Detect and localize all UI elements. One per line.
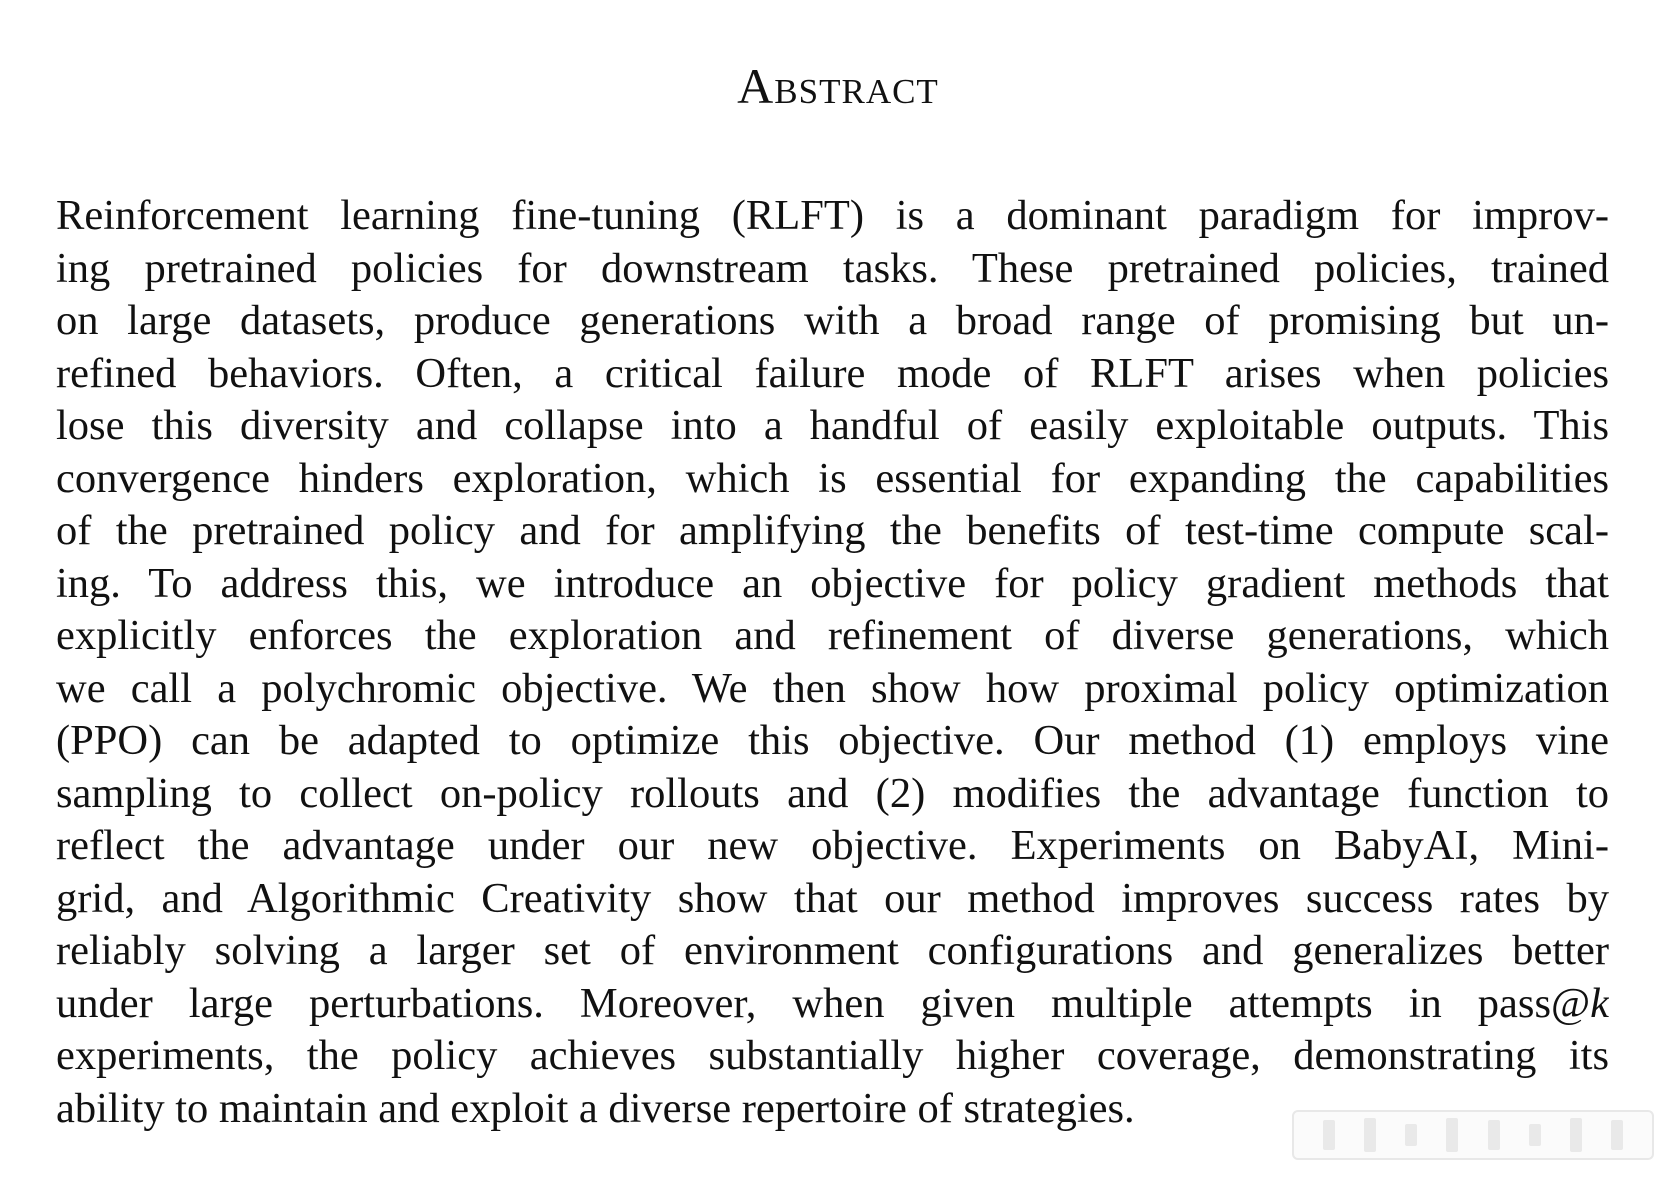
watermark-mark [1323,1120,1335,1150]
watermark-mark [1611,1120,1623,1150]
abstract-line: convergence hinders exploration, which is essential for expanding the capabilities [56,454,1609,502]
watermark-mark [1446,1118,1458,1152]
abstract-line: ing pretrained policies for downstream tasks. These pretrained policies, trained [56,244,1609,292]
abstract-line: Reinforcement learning fine-tuning (RLFT) is a dominant paradigm for improv- [56,192,1609,239]
abstract-line: refined behaviors. Often, a critical failure mode of RLFT arises when policies [56,349,1609,397]
abstract-line: under large perturbations. Moreover, when given multiple attempts in pass@k [56,979,1609,1027]
abstract-line: (PPO) can be adapted to optimize this objective. Our method (1) employs vine [56,717,1609,764]
abstract-line: lose this diversity and collapse into a handful of easily exploitable outputs. This [56,402,1609,449]
watermark-mark [1529,1124,1541,1146]
abstract-line: grid, and Algorithmic Creativity show that our method improves success rates by [56,874,1609,922]
watermark-mark [1570,1118,1582,1152]
watermark-logo [1292,1110,1654,1160]
math-variable-k: k [1590,979,1609,1027]
abstract-line: on large datasets, produce generations with a broad range of promising but un- [56,297,1609,344]
abstract-line: explicitly enforces the exploration and refinement of diverse generations, which [56,612,1609,659]
abstract-line: ing. To address this, we introduce an objective for policy gradient methods that [56,559,1609,607]
watermark-mark [1488,1120,1500,1150]
abstract-line: sampling to collect on-policy rollouts and (2) modifies the advantage function to [56,769,1609,817]
abstract-body [56,190,1609,1135]
abstract-line: ability to maintain and exploit a diverse repertoire of strategies. [56,1084,1135,1132]
watermark-mark [1364,1118,1376,1152]
abstract-line: reliably solving a larger set of environment configurations and generalizes better [56,927,1609,974]
abstract-line: experiments, the policy achieves substantially higher coverage, demonstrating its [56,1032,1609,1079]
abstract-line: of the pretrained policy and for amplifying the benefits of test-time compute scal- [56,507,1609,554]
watermark-mark [1405,1124,1417,1146]
abstract-line: reflect the advantage under our new objective. Experiments on BabyAI, Mini- [56,822,1609,869]
abstract-line: we call a polychromic objective. We then show how proximal policy optimization [56,664,1609,712]
abstract-heading: Abstract [737,58,939,114]
